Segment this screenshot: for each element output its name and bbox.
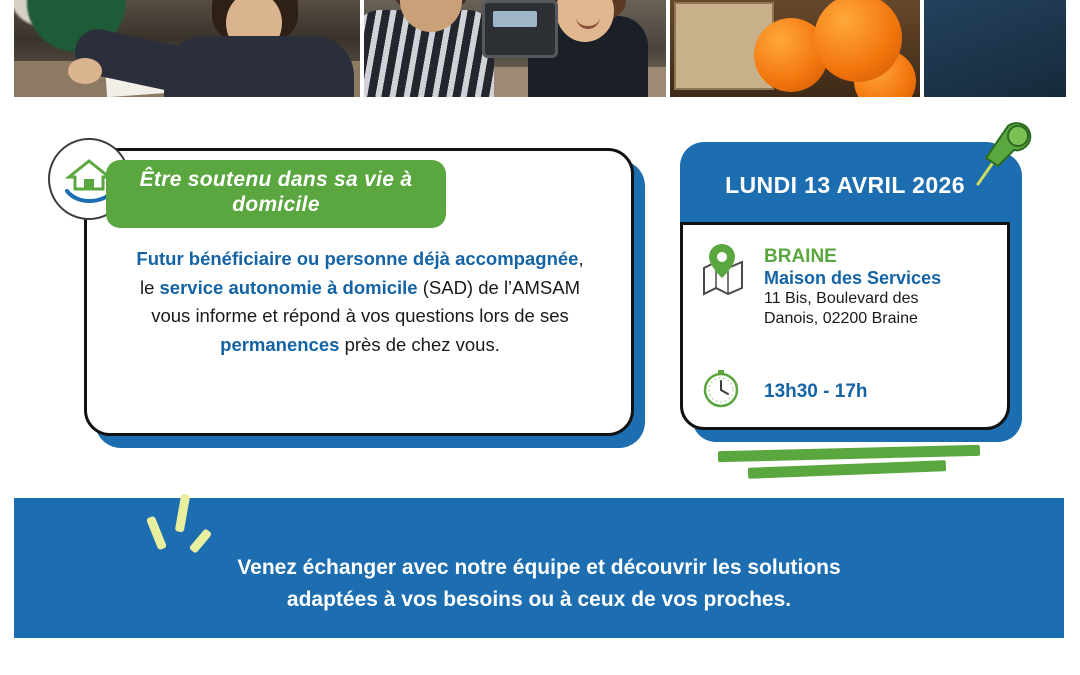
- clock-icon: [700, 368, 742, 415]
- page-right-margin: [1066, 0, 1080, 675]
- location-place: Maison des Services: [764, 267, 942, 288]
- photo-oranges-market: [670, 0, 920, 97]
- event-date: LUNDI 13 AVRIL 2026: [725, 171, 965, 198]
- map-pin-icon: [698, 242, 754, 303]
- body-text-4: vous informe et répond à vos questions lors de ses: [151, 305, 569, 327]
- location-address-line-2: Danois, 02200 Braine: [764, 309, 918, 327]
- body-text-1: ,: [578, 248, 584, 269]
- body-highlight-beneficiaire: Futur bénéficiaire ou personne déjà accompagnée: [136, 248, 579, 269]
- green-underline-bottom: [748, 460, 946, 479]
- location-address-line-1: 11 Bis, Boulevard des: [764, 290, 919, 308]
- body-highlight-sad: service autonomie à domicile: [159, 276, 418, 298]
- photo-two-people-table: [364, 0, 666, 97]
- bottom-banner-text: [14, 552, 1064, 615]
- left-card-title: Être soutenu dans sa vie à domicile: [106, 160, 446, 228]
- push-pin-icon: [968, 118, 1034, 188]
- time-block: [700, 368, 868, 415]
- body-text-2: le: [139, 276, 160, 298]
- body-highlight-permanences: permanences: [220, 334, 340, 356]
- right-card-header: [680, 142, 1010, 228]
- photo-blue-detail: [924, 0, 1070, 97]
- left-card-body: [100, 245, 620, 360]
- location-block: [698, 242, 998, 328]
- bottom-line-1: Venez échanger avec notre équipe et découvrir les solutions: [237, 556, 841, 579]
- page-left-margin: [0, 0, 14, 675]
- photo-strip: [14, 0, 1070, 97]
- photo-woman-writing: [14, 0, 360, 97]
- body-text-5: près de chez vous.: [339, 334, 500, 356]
- location-city: BRAINE: [764, 246, 837, 267]
- page-bottom-margin: [0, 638, 1080, 675]
- body-text-3: (SAD) de l’AMSAM: [417, 276, 581, 298]
- event-time: 13h30 - 17h: [764, 380, 868, 402]
- bottom-line-2: adaptées à vos besoins ou à ceux de vos proches.: [286, 587, 792, 611]
